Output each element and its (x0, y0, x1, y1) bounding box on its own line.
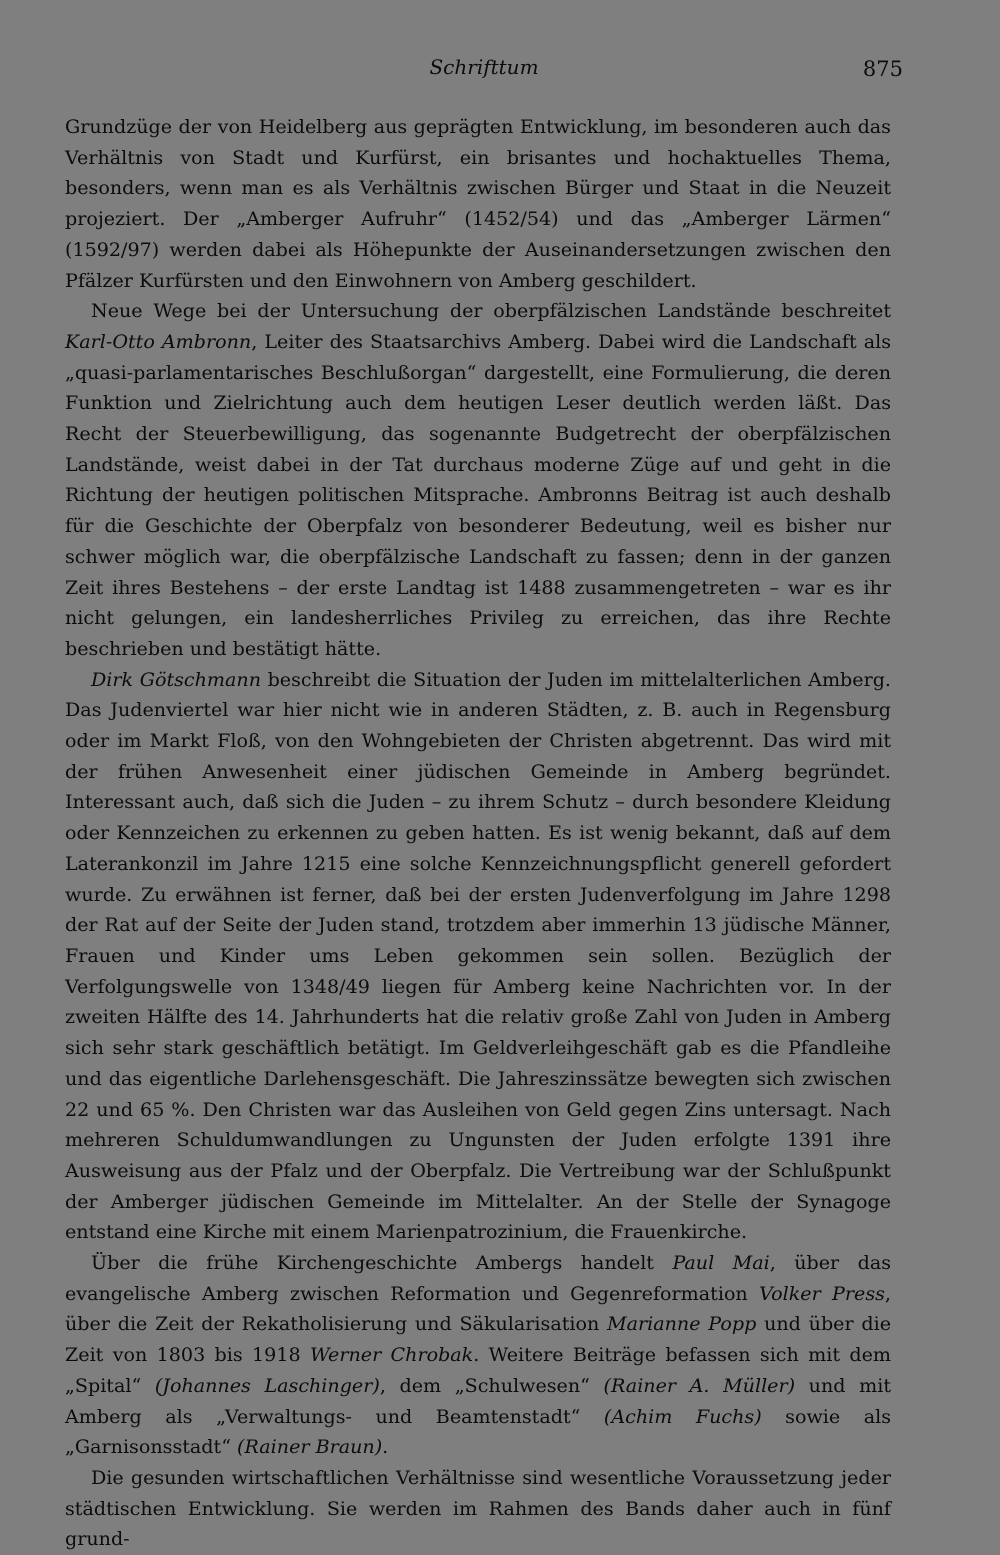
author-name: Volker Press (759, 1281, 885, 1305)
text-run: , dem „Schulwesen“ (379, 1373, 604, 1397)
text-run: , über die Zeit der Rekatholisierung und Säkularisation (65, 1281, 891, 1336)
text-run: sowie als „Garnisonsstadt“ (65, 1404, 891, 1459)
author-name: (Achim Fuchs) (603, 1404, 762, 1428)
text-run: Grundzüge der von Heidelberg aus geprägten Entwicklung, im besonderen auch das Verhältnis von Stadt und Kurfürst, ein brisantes und hochaktuelles Thema, besonders, wenn man es als Verhältnis zwischen Bürger und Staat in die Neuzeit projeziert. Der „Amberger Aufruhr“ (1452/54) und das „Amberger Lärmen“ (1592/97) werden dabei als Höhepunkte der Auseinandersetzungen zwischen den Pfälzer Kurfürsten und den Einwohnern von Amberg geschildert. (65, 115, 891, 292)
text-run: , über das evangelische Amberg zwischen Reformation und Gegenreformation (65, 1251, 892, 1305)
text-run: Über die frühe Kirchengeschichte Ambergs handelt (91, 1251, 673, 1275)
author-name: Karl-Otto Ambronn (65, 329, 252, 353)
author-name: Paul Mai (672, 1251, 770, 1275)
text-run: Die gesunden wirtschaftlichen Verhältnisse sind wesentliche Voraussetzung jeder städtischen Entwicklung. Sie werden im Rahmen des Bands daher auch in fünf grund- (65, 1465, 891, 1551)
body-text (65, 112, 891, 1555)
running-title: Schrifttum (429, 55, 539, 79)
author-name: Werner Chrobak (309, 1343, 474, 1367)
text-run: Neue Wege bei der Untersuchung der oberpfälzischen Landstände beschreitet (91, 299, 891, 323)
author-name: Marianne Popp (607, 1312, 757, 1336)
paragraph (65, 665, 891, 1248)
paragraph (65, 1248, 891, 1463)
author-name: (Rainer A. Müller) (603, 1373, 796, 1397)
text-run: , Leiter des Staatsarchivs Amberg. Dabei wird die Landschaft als „quasi-parlamentarisches Beschlußorgan“ dargestellt, eine Formulierung, die deren Funktion und Zielrichtung auch dem heutigen Leser deutlich werden läßt. Das Recht der Steuerbewilligung, das sogenannte Budgetrecht der oberpfälzischen Landstände, weist dabei in der Tat durchaus moderne Züge auf und geht in die Richtung der heutigen politischen Mitsprache. Ambronns Beitrag ist auch deshalb für die Geschichte der Oberpfalz von besonderer Bedeutung, weil es bisher nur schwer möglich war, die oberpfälzische Landschaft zu fassen; denn in der ganzen Zeit ihres Bestehens – der erste Landtag ist 1488 zusammengetreten – war es ihr nicht gelungen, ein landesherrliches Privileg zu erreichen, das ihre Rechte beschrieben und bestätigt hätte. (65, 329, 891, 660)
author-name: (Rainer Braun) (237, 1435, 383, 1459)
text-run: . (382, 1435, 389, 1459)
text-run: und mit Amberg als „Verwaltungs- und Beamtenstadt“ (65, 1373, 892, 1428)
author-name: Dirk Götschmann (91, 667, 261, 691)
paragraph (65, 112, 891, 296)
text-run: und über die Zeit von 1803 bis 1918 (65, 1312, 892, 1367)
paragraph (65, 1463, 891, 1555)
text-run: . Weitere Beiträge befassen sich mit dem „Spital“ (65, 1343, 892, 1397)
paragraph (65, 296, 891, 664)
page-number: 875 (862, 57, 903, 81)
author-name: (Johannes Laschinger) (154, 1373, 380, 1397)
text-run: beschreibt die Situation der Juden im mittelalterlichen Amberg. Das Judenviertel war hier nicht wie in anderen Städten, z. B. auch in Regensburg oder im Markt Floß, von den Wohngebieten der Christen abgetrennt. Das wird mit der frühen Anwesenheit einer jüdischen Gemeinde in Amberg begründet. Interessant auch, daß sich die Juden – zu ihrem Schutz – durch besondere Kleidung oder Kennzeichen zu erkennen zu geben hatten. Es ist wenig bekannt, daß auf dem Laterankonzil im Jahre 1215 eine solche Kennzeichnungspflicht generell gefordert wurde. Zu erwähnen ist ferner, daß bei der ersten Judenverfolgung im Jahre 1298 der Rat auf der Seite der Juden stand, trotzdem aber immerhin 13 jüdische Männer, Frauen und Kinder ums Leben gekommen sein sollen. Bezüglich der Verfolgungswelle von 1348/49 liegen für Amberg keine Nachrichten vor. In der zweiten Hälfte des 14. Jahrhunderts hat die relativ große Zahl von Juden in Amberg sich sehr stark geschäftlich betätigt. Im Geldverleihgeschäft gab es die Pfandleihe und das eigentliche Darlehensgeschäft. Die Jahreszinssätze bewegten sich zwischen 22 und 65 %. Den Christen war das Ausleihen von Geld gegen Zins untersagt. Nach mehreren Schuldumwandlungen zu Ungunsten der Juden erfolgte 1391 ihre Ausweisung aus der Pfalz und der Oberpfalz. Die Vertreibung war der Schlußpunkt der Amberger jüdischen Gemeinde im Mittelalter. An der Stelle der Synagoge entstand eine Kirche mit einem Marienpatrozinium, die Frauenkirche. (65, 667, 891, 1244)
running-header (65, 55, 903, 85)
